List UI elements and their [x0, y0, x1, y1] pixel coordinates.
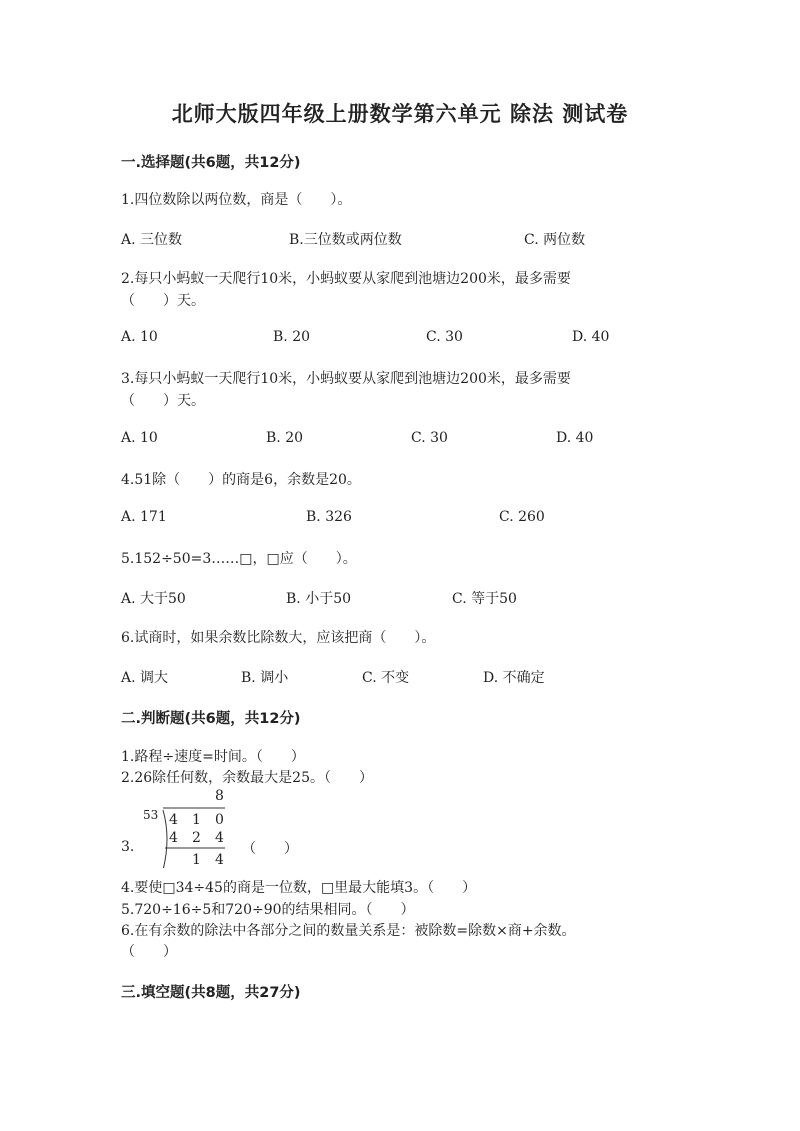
dividend-digit: 4	[169, 812, 178, 828]
question-2-line2: （ ）天。	[121, 293, 205, 309]
division-bracket	[121, 788, 361, 868]
q4-option-a: A. 171	[121, 509, 167, 525]
judgment-2: 2.26除任何数，余数最大是25。（ ）	[121, 770, 373, 786]
dividend-digit: 1	[192, 812, 201, 828]
section-heading-choice: 一.选择题(共6题，共12分)	[121, 155, 301, 171]
product-digit: 4	[215, 830, 224, 846]
q4-option-c: C. 260	[499, 509, 545, 525]
dividend-digit: 0	[215, 812, 224, 828]
q2-option-d: D. 40	[572, 329, 610, 345]
product-digit: 2	[192, 830, 201, 846]
q6-option-a: A. 调大	[121, 670, 169, 686]
section-heading-judgment: 二.判断题(共6题，共12分)	[121, 711, 301, 727]
remainder-digit: 4	[215, 852, 224, 868]
quotient: 8	[215, 788, 224, 804]
judgment-3-number: 3.	[121, 839, 135, 855]
divisor: 53	[143, 808, 159, 822]
q6-option-b: B. 调小	[241, 670, 289, 686]
q1-option-c: C. 两位数	[524, 232, 586, 248]
page-title: 北师大版四年级上册数学第六单元 除法 测试卷	[171, 102, 629, 126]
judgment-5: 5.720÷16÷5和720÷90的结果相同。（ ）	[121, 902, 415, 918]
section-heading-fill: 三.填空题(共8题，共27分)	[121, 985, 301, 1001]
q3-option-c: C. 30	[411, 430, 448, 446]
question-4: 4.51除（ ）的商是6，余数是20。	[121, 472, 361, 488]
q3-option-b: B. 20	[266, 430, 304, 446]
judgment-1: 1.路程÷速度=时间。（ ）	[121, 749, 305, 765]
q6-option-c: C. 不变	[362, 670, 410, 686]
q2-option-c: C. 30	[426, 329, 463, 345]
q2-option-b: B. 20	[273, 329, 311, 345]
q5-option-c: C. 等于50	[452, 591, 517, 607]
question-1: 1.四位数除以两位数，商是（ ）。	[121, 192, 352, 208]
judgment-6-line2: （ ）	[121, 944, 177, 960]
judgment-6: 6.在有余数的除法中各部分之间的数量关系是：被除数=除数×商+余数。	[121, 923, 576, 939]
q5-option-b: B. 小于50	[286, 591, 352, 607]
question-6: 6.试商时，如果余数比除数大，应该把商（ ）。	[121, 630, 436, 646]
product-digit: 4	[169, 830, 178, 846]
q1-option-a: A. 三位数	[121, 232, 183, 248]
long-division-figure	[121, 788, 361, 868]
q3-option-a: A. 10	[121, 430, 158, 446]
judgment-4: 4.要使□34÷45的商是一位数，□里最大能填3。（ ）	[121, 880, 477, 896]
question-3: 3.每只小蚂蚁一天爬行10米，小蚂蚁要从家爬到池塘边200米，最多需要	[121, 371, 571, 387]
q5-option-a: A. 大于50	[121, 591, 186, 607]
answer-blank: （ ）	[242, 841, 298, 857]
q1-option-b: B.三位数或两位数	[289, 232, 402, 248]
question-5: 5.152÷50=3……□，□应（ ）。	[121, 551, 357, 567]
q4-option-b: B. 326	[306, 509, 352, 525]
q2-option-a: A. 10	[121, 329, 158, 345]
question-2: 2.每只小蚂蚁一天爬行10米，小蚂蚁要从家爬到池塘边200米，最多需要	[121, 271, 571, 287]
q3-option-d: D. 40	[556, 430, 594, 446]
question-3-line2: （ ）天。	[121, 393, 205, 409]
remainder-digit: 1	[192, 852, 201, 868]
q6-option-d: D. 不确定	[483, 670, 545, 686]
